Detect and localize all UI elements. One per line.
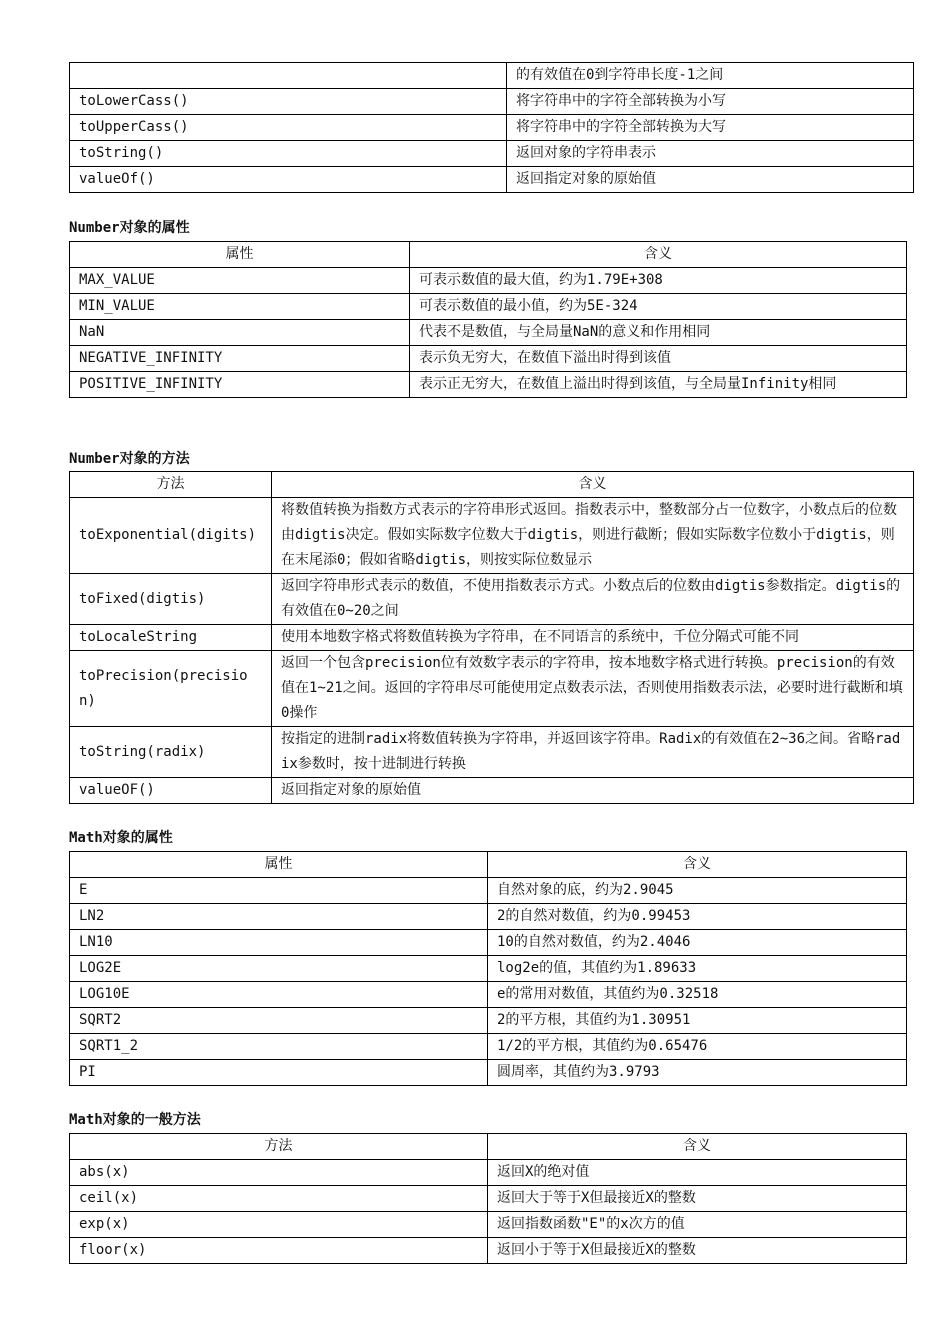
- table-row: [70, 904, 907, 930]
- table-cell: 10的自然对数值，约为2.4046: [488, 930, 907, 956]
- table-cell: 可表示数值的最大值，约为1.79E+308: [410, 268, 907, 294]
- table-cell: 返回X的绝对值: [488, 1160, 907, 1186]
- table-header-row: [70, 1134, 907, 1160]
- table-row: [70, 574, 914, 625]
- table-cell: MIN_VALUE: [70, 294, 410, 320]
- math-methods-title: Math对象的一般方法: [69, 1112, 201, 1128]
- table-cell: 返回指数函数"E"的x次方的值: [488, 1212, 907, 1238]
- table-cell: valueOF(): [70, 778, 272, 804]
- table-cell: 按指定的进制radix将数值转换为字符串，并返回该字符串。Radix的有效值在2~36之间。省略radix参数时，按十进制进行转换: [272, 727, 914, 778]
- column-header: 方法: [70, 1134, 488, 1160]
- table-cell: 可表示数值的最小值，约为5E-324: [410, 294, 907, 320]
- table-row: [70, 1186, 907, 1212]
- table-cell: SQRT2: [70, 1008, 488, 1034]
- table-cell: [70, 63, 507, 89]
- table-cell: 将字符串中的字符全部转换为大写: [507, 115, 914, 141]
- table-cell: 2的自然对数值，约为0.99453: [488, 904, 907, 930]
- table-cell: 代表不是数值，与全局量NaN的意义和作用相同: [410, 320, 907, 346]
- table-row: [70, 63, 914, 89]
- table-cell: SQRT1_2: [70, 1034, 488, 1060]
- table-row: [70, 320, 907, 346]
- table-cell: toPrecision(precision): [70, 651, 272, 727]
- number-props-table: [69, 241, 907, 398]
- table-row: [70, 268, 907, 294]
- table-cell: toLowerCass(): [70, 89, 507, 115]
- column-header: 方法: [70, 472, 272, 498]
- table-row: [70, 1238, 907, 1264]
- table-cell: 1/2的平方根，其值约为0.65476: [488, 1034, 907, 1060]
- table-cell: floor(x): [70, 1238, 488, 1264]
- table-cell: MAX_VALUE: [70, 268, 410, 294]
- table-row: [70, 930, 907, 956]
- table-row: [70, 651, 914, 727]
- table-row: [70, 294, 907, 320]
- column-header: 含义: [272, 472, 914, 498]
- table-row: [70, 1160, 907, 1186]
- table-row: [70, 982, 907, 1008]
- table-cell: E: [70, 878, 488, 904]
- table-row: [70, 778, 914, 804]
- table-cell: 表示负无穷大，在数值下溢出时得到该值: [410, 346, 907, 372]
- table-row: [70, 1008, 907, 1034]
- table-row: [70, 141, 914, 167]
- table-row: [70, 1034, 907, 1060]
- column-header: 含义: [410, 242, 907, 268]
- table-row: [70, 167, 914, 193]
- table-cell: log2e的值，其值约为1.89633: [488, 956, 907, 982]
- table-cell: PI: [70, 1060, 488, 1086]
- table-row: [70, 1060, 907, 1086]
- column-header: 属性: [70, 242, 410, 268]
- table-row: [70, 498, 914, 574]
- column-header: 含义: [488, 1134, 907, 1160]
- number-methods-title: Number对象的方法: [69, 451, 190, 467]
- table-cell: 圆周率，其值约为3.9793: [488, 1060, 907, 1086]
- table-cell: NEGATIVE_INFINITY: [70, 346, 410, 372]
- table-cell: 将字符串中的字符全部转换为小写: [507, 89, 914, 115]
- column-header: 含义: [488, 852, 907, 878]
- column-header: 属性: [70, 852, 488, 878]
- table-cell: 将数值转换为指数方式表示的字符串形式返回。指数表示中，整数部分占一位数字，小数点后的位数由digtis决定。假如实际数字位数大于digtis，则进行截断；假如实际数字位数小于digtis，则在末尾添0；假如省略digtis，则按实际位数显示: [272, 498, 914, 574]
- table-cell: toString(): [70, 141, 507, 167]
- math-methods-table: [69, 1133, 907, 1264]
- number-methods-table: [69, 471, 914, 804]
- table-cell: 的有效值在0到字符串长度-1之间: [507, 63, 914, 89]
- table-cell: 返回一个包含precision位有效数字表示的字符串，按本地数字格式进行转换。precision的有效值在1~21之间。返回的字符串尽可能使用定点数表示法，否则使用指数表示法，必要时进行截断和填0操作: [272, 651, 914, 727]
- table-body: [70, 63, 914, 193]
- number-props-title: Number对象的属性: [69, 220, 190, 236]
- table-row: [70, 346, 907, 372]
- table-cell: POSITIVE_INFINITY: [70, 372, 410, 398]
- table-cell: toExponential(digits): [70, 498, 272, 574]
- table-header-row: [70, 472, 914, 498]
- table-cell: 返回指定对象的原始值: [272, 778, 914, 804]
- table-row: [70, 89, 914, 115]
- table-cell: e的常用对数值，其值约为0.32518: [488, 982, 907, 1008]
- table-row: [70, 727, 914, 778]
- table-row: [70, 878, 907, 904]
- string-methods-tail-table: [69, 62, 914, 193]
- table-cell: LN2: [70, 904, 488, 930]
- table-row: [70, 1212, 907, 1238]
- table-cell: LOG10E: [70, 982, 488, 1008]
- table-row: [70, 625, 914, 651]
- table-cell: toFixed(digtis): [70, 574, 272, 625]
- table-cell: toUpperCass(): [70, 115, 507, 141]
- table-row: [70, 115, 914, 141]
- table-cell: exp(x): [70, 1212, 488, 1238]
- table-header-row: [70, 242, 907, 268]
- table-cell: valueOf(): [70, 167, 507, 193]
- table-cell: 返回小于等于X但最接近X的整数: [488, 1238, 907, 1264]
- table-cell: toLocaleString: [70, 625, 272, 651]
- table-cell: 2的平方根，其值约为1.30951: [488, 1008, 907, 1034]
- table-cell: LOG2E: [70, 956, 488, 982]
- table-cell: toString(radix): [70, 727, 272, 778]
- table-cell: LN10: [70, 930, 488, 956]
- table-cell: 返回对象的字符串表示: [507, 141, 914, 167]
- table-row: [70, 372, 907, 398]
- table-cell: 表示正无穷大，在数值上溢出时得到该值，与全局量Infinity相同: [410, 372, 907, 398]
- table-cell: 返回大于等于X但最接近X的整数: [488, 1186, 907, 1212]
- table-cell: 返回指定对象的原始值: [507, 167, 914, 193]
- table-cell: NaN: [70, 320, 410, 346]
- table-cell: 返回字符串形式表示的数值，不使用指数表示方式。小数点后的位数由digtis参数指定。digtis的有效值在0~20之间: [272, 574, 914, 625]
- math-props-title: Math对象的属性: [69, 830, 173, 846]
- math-props-table: [69, 851, 907, 1086]
- table-cell: ceil(x): [70, 1186, 488, 1212]
- table-cell: 使用本地数字格式将数值转换为字符串，在不同语言的系统中，千位分隔式可能不同: [272, 625, 914, 651]
- table-cell: abs(x): [70, 1160, 488, 1186]
- table-row: [70, 956, 907, 982]
- table-cell: 自然对象的底，约为2.9045: [488, 878, 907, 904]
- table-header-row: [70, 852, 907, 878]
